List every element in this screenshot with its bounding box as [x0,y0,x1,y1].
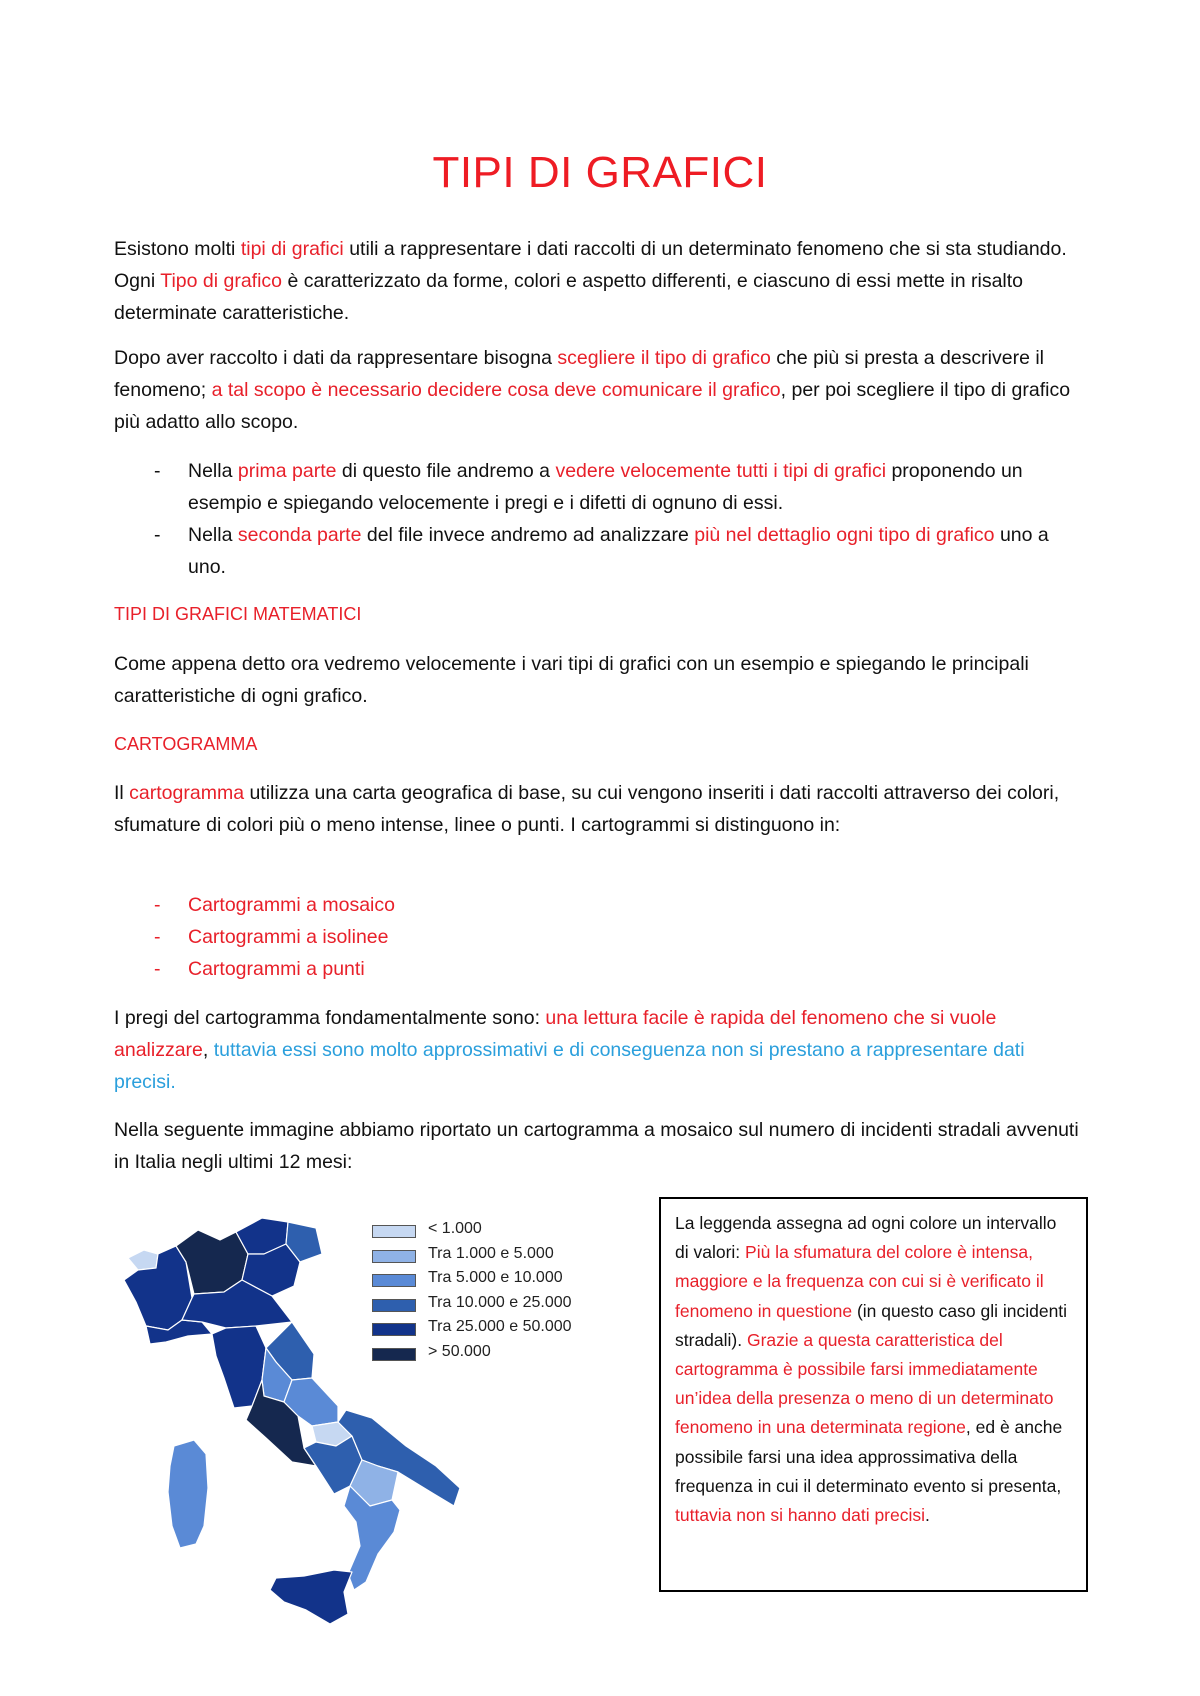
list-text: uno a uno. [188,524,1049,578]
list-dash: - [154,894,161,916]
list-text: del file invece andremo ad analizzare [361,524,695,546]
list-text: proponendo un esempio e spiegando velocemente i pregi e i difetti di ognuno di essi. [188,460,1023,514]
list-highlight: vedere velocemente tutti i tipi di grafici [555,460,887,482]
cartogramma-paragraph [114,777,1084,841]
legend-swatch [372,1250,416,1263]
paragraph-text: I pregi del cartogramma fondamentalmente sono: [114,1007,546,1029]
choose-chart-paragraph [114,342,1084,438]
paragraph-text: Dopo aver raccolto i dati da rappresentare bisogna [114,347,558,369]
box-text: , ed è anche possibile farsi una idea approssimativa della frequenza in cui il determinato evento si presenta, [675,1417,1063,1496]
list-item [114,921,1084,953]
legend-explanation-box [659,1197,1088,1592]
intro-highlight: tipi di grafici [240,238,344,260]
legend-swatch [372,1323,416,1336]
box-highlight: Più la sfumatura del colore è intensa, maggiore e la frequenza con cui si è verificato il fenomeno in questione [675,1242,1044,1321]
paragraph-text: , per poi scegliere il tipo di grafico più adatto allo scopo. [114,379,1071,433]
paragraph-text: Il [114,782,130,804]
box-text: (in questo caso gli incidenti stradali). [675,1300,1068,1350]
box-highlight: Grazie a questa caratteristica del cartogramma è possibile farsi immediatamente un’idea della presenza o meno di un determinato fenomeno in una determinata regione [675,1329,1054,1438]
paragraph-highlight: scegliere il tipo di grafico [557,347,771,369]
list-highlight: più nel dettaglio ogni tipo di grafico [694,524,995,546]
section-heading-math: TIPI DI GRAFICI MATEMATICI [114,604,362,624]
box-highlight: tuttavia non si hanno dati precisi [675,1505,926,1526]
legend-swatch [372,1299,416,1312]
paragraph-text: utilizza una carta geografica di base, su cui vengono inseriti i dati raccolti attraverso dei colori, sfumature di colori più o meno intense, linee o punti. I cartogrammi si distinguono in: [114,782,1060,836]
list-highlight: prima parte [237,460,337,482]
list-dash: - [154,524,161,546]
legend-swatch [372,1225,416,1238]
legend-label: > 50.000 [428,1342,491,1360]
legend-swatch [372,1348,416,1361]
image-intro-paragraph: Nella seguente immagine abbiamo riportato un cartogramma a mosaico sul numero di incidenti stradali avvenuti in Italia negli ultimi 12 mesi: [114,1119,1079,1173]
legend-label: Tra 5.000 e 10.000 [428,1269,563,1286]
file-parts-list [114,455,1084,583]
legend-label: Tra 10.000 e 25.000 [428,1293,572,1311]
list-item [114,519,1084,583]
intro-highlight: Tipo di grafico [160,270,283,292]
list-text: Nella [188,524,238,546]
region-sicilia [270,1570,352,1624]
list-item [114,953,1084,985]
intro-text: utili a rappresentare i dati raccolti di un determinato fenomeno che si sta studiando. Ogni [114,238,1067,292]
math-paragraph: Come appena detto ora vedremo velocemente i vari tipi di grafici con un esempio e spiegando le principali caratteristiche di ogni grafico. [114,653,1029,707]
list-item [114,889,1084,921]
legend-label: Tra 1.000 e 5.000 [428,1244,554,1262]
list-text: di questo file andremo a [336,460,556,482]
cartogram-types-list [114,889,1084,985]
paragraph-highlight: a tal scopo è necessario decidere cosa deve comunicare il grafico [211,379,781,401]
list-item [114,455,1084,519]
list-dash: - [154,958,161,980]
list-text: Nella [188,460,238,482]
box-text: . [925,1505,930,1526]
section-heading-cartogramma: CARTOGRAMMA [114,734,258,754]
region-sardegna [168,1440,208,1548]
list-text: Cartogrammi a punti [188,958,365,980]
box-text: La leggenda assegna ad ogni colore un intervallo di valori: [675,1213,1057,1263]
paragraph-highlight: una lettura facile è rapida del fenomeno che si vuole analizzare [114,1007,997,1061]
intro-text: è caratterizzato da forme, colori e aspetto differenti, e ciascuno di essi mette in risalto determinate caratteristiche. [114,270,1024,324]
paragraph-highlight-blue: tuttavia essi sono molto approssimativi e di conseguenza non si prestano a rappresentare dati precisi. [114,1039,1025,1093]
legend-label: < 1.000 [428,1220,482,1237]
legend-swatch [372,1274,416,1287]
list-dash: - [154,460,161,482]
pregi-paragraph [114,1002,1084,1098]
list-text: Cartogrammi a mosaico [188,894,395,916]
list-dash: - [154,926,161,948]
list-highlight: seconda parte [237,524,362,546]
intro-paragraph [114,233,1084,329]
paragraph-text: , [202,1039,214,1061]
legend-label: Tra 25.000 e 50.000 [428,1318,572,1335]
intro-text: Esistono molti [114,238,241,260]
paragraph-highlight: cartogramma [129,782,245,804]
paragraph-text: che più si presta a descrivere il fenomeno; [114,347,1045,401]
list-text: Cartogrammi a isolinee [188,926,389,948]
region-valle-aosta [128,1250,158,1270]
page-title: TIPI DI GRAFICI [432,148,768,197]
